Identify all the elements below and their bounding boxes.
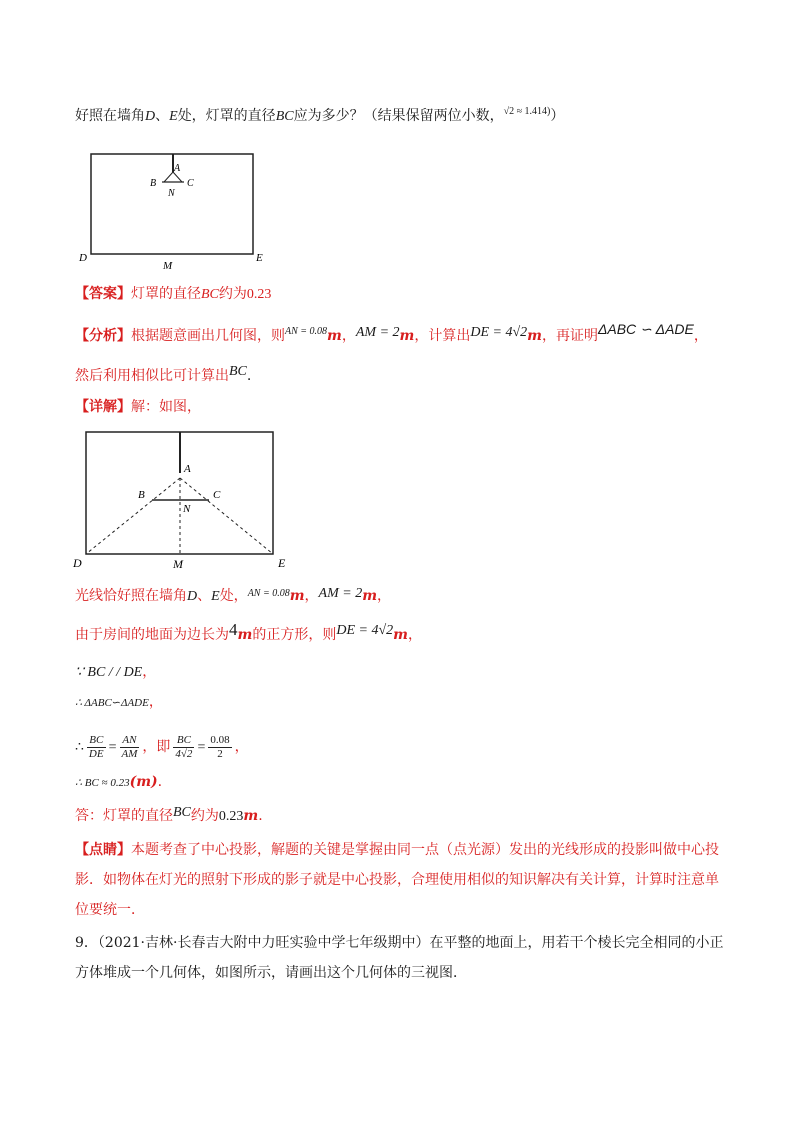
solution-line-3: ∵ BC / / DE， — [75, 664, 157, 680]
answer-value: 0.23 — [246, 287, 272, 302]
label-b: B — [150, 178, 157, 189]
figure-1 — [70, 148, 270, 273]
figure-2 — [68, 425, 298, 575]
label-e: E — [278, 556, 286, 570]
label-m: M — [173, 557, 183, 571]
comment-tag: 【点睛】 — [75, 842, 131, 858]
label-m: M — [163, 260, 173, 272]
analysis-tag: 【分析】 — [75, 328, 131, 344]
comment-paragraph: 【点睛】本题考查了中心投影，解题的关键是掌握由同一点（点光源）发出的光线形成的投影叫做中心投影．如物体在灯光的照射下形成的影子就是中心投影，合理使用相似的知识解决有关计算，计算时注意单位要统一． — [75, 842, 719, 918]
label-a: A — [174, 163, 181, 174]
label-a: A — [184, 463, 191, 475]
light-ray-ad — [86, 478, 180, 554]
label-d: D — [73, 556, 82, 570]
analysis-line-2: 然后利用相似比可计算出BC. — [75, 364, 252, 384]
final-answer-line: 答：灯罩的直径BC约为0.23m. — [75, 805, 263, 824]
question-number: 9． — [75, 935, 98, 951]
sqrt-approx: √2 ≈ 1.414) — [503, 106, 551, 117]
question-source: （2021·吉林·长春吉大附中力旺实验中学七年级期中） — [97, 935, 430, 951]
fraction-bc-4sqrt2: $\frac{BC}{4√2}$ — [175, 733, 193, 760]
fraction-bc-de: $\frac{BC}{DE}$ — [88, 733, 104, 760]
label-c: C — [213, 489, 221, 501]
question-tail-line: 好照在墙角D、E处，灯罩的直径BC应为多少？（结果保留两位小数，$^{√2 \approx 1.414)}$） — [75, 106, 565, 124]
fraction-008-2: $\frac{0.08}{2}$ — [210, 733, 230, 760]
label-d: D — [79, 252, 87, 264]
answer-tag: 【答案】 — [75, 286, 131, 302]
question-text: 在平整的地面上，用若干个棱长完全相同的小正方体堆成一个几何体，如图所示，请画出这个几何体的三视图． — [75, 935, 724, 981]
solution-line-4: ∴ ΔABC∽ΔADE， — [75, 694, 163, 710]
label-n: N — [168, 188, 175, 199]
segment-bc: BC — [275, 109, 294, 124]
solution-line-5: ∴ $\frac{BC}{DE}$ = $\frac{AN}{AM}$ ，即 $\frac{BC}{4√2}$ = $\frac{0.08}{2}$ ， — [75, 733, 249, 760]
question-9 — [75, 928, 725, 988]
light-ray-ae — [180, 478, 273, 554]
label-n: N — [183, 503, 191, 515]
label-c: C — [187, 178, 194, 189]
lamp-side-left — [164, 172, 173, 182]
solution-line-1: 光线恰好照在墙角D、E处，$^{AN = 0.08}$m，AM = 2m， — [75, 586, 392, 604]
analysis-line-1: 【分析】根据题意画出几何图，则$^{AN = 0.08}$m，AM = 2m，计算出DE = 4√2m，再证明ΔABC ∽ ΔADE， — [75, 321, 708, 344]
solution-line-2: 由于房间的地面为边长为4m的正方形，则DE = 4√2m， — [75, 620, 422, 643]
answer-line: 【答案】灯罩的直径BC约为0.23 — [75, 286, 272, 302]
solution-line-6: ∴ BC ≈ 0.23(m). — [75, 774, 163, 790]
point-d: D — [145, 109, 156, 124]
detail-line: 【详解】解：如图， — [75, 399, 201, 415]
point-e: E — [169, 109, 178, 124]
detail-tag: 【详解】 — [75, 399, 131, 415]
fraction-an-am: $\frac{AN}{AM}$ — [121, 733, 138, 760]
label-b: B — [138, 489, 145, 501]
label-e: E — [256, 252, 263, 264]
